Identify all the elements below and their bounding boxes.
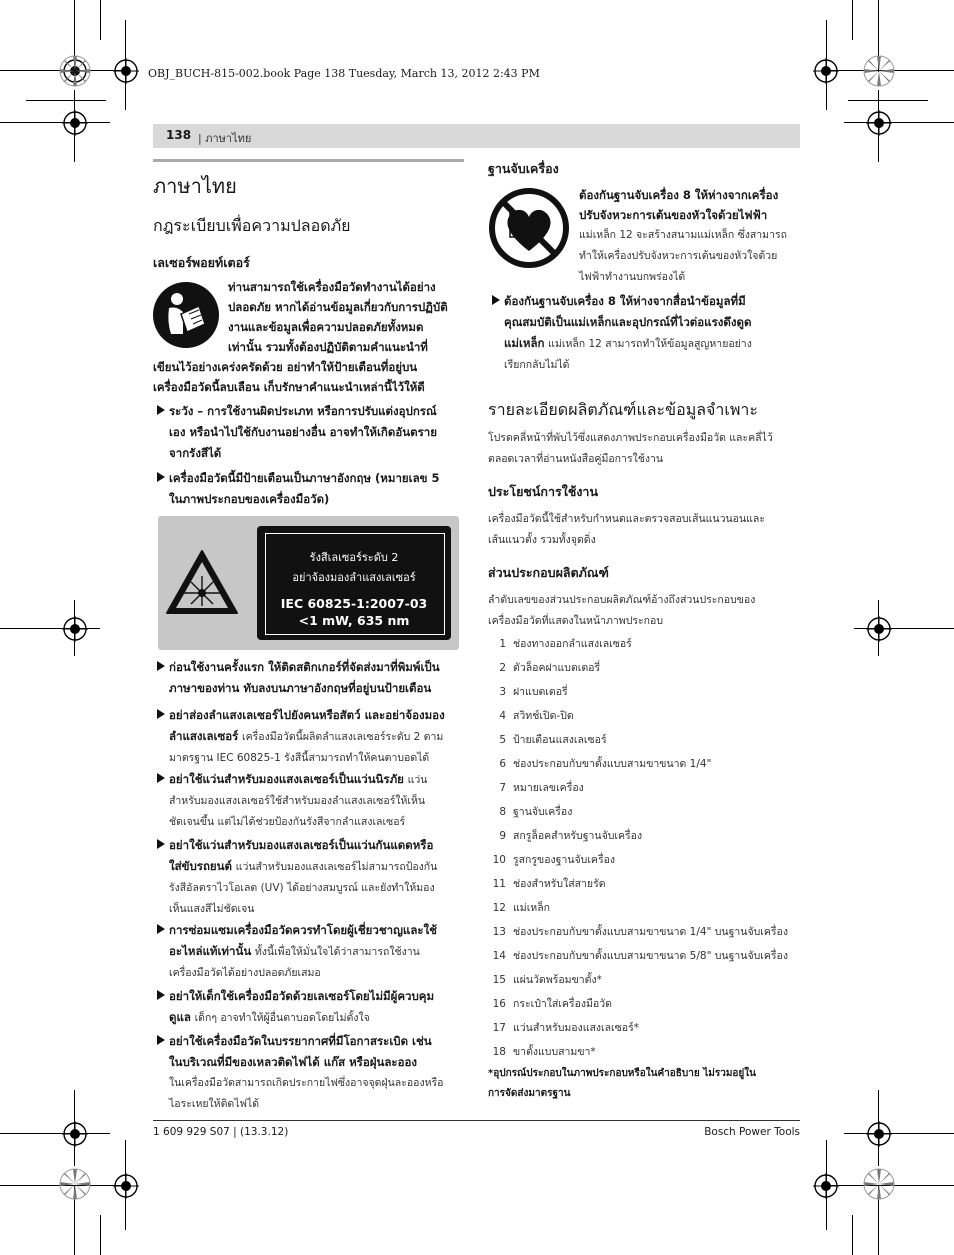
bullet-line: อย่าให้เด็กใช้เครื่องมือวัดด้วยเลเซอร์โดยไม่มีผู้ควบคุม (169, 989, 435, 1003)
list-item-number: 9 (499, 830, 506, 842)
list-item-number: 1 (499, 638, 506, 650)
sunburst-icon (863, 1168, 895, 1200)
bullet-line: ลำแสงเลเซอร์ (169, 729, 239, 743)
warning-bullet (157, 986, 489, 1029)
list-item-label: แม่เหล็ก (513, 902, 550, 914)
bullet-detail: ไอระเหยให้ติดไฟได้ (169, 1098, 260, 1110)
footnote-line: การจัดส่งมาตรฐาน (488, 1088, 571, 1099)
laser-hazard-icon (164, 548, 240, 616)
list-item (488, 946, 808, 970)
intro-line: ปลอดภัย หากได้อ่านข้อมูลเกี่ยวกับการปฏิบัติ (228, 300, 448, 314)
list-item-number: 7 (499, 782, 506, 794)
list-item-label: ช่องสำหรับใส่สายรัด (513, 878, 606, 890)
registration-mark-icon (62, 616, 88, 642)
bullet-line: อะไหล่แท้เท่านั้น (169, 944, 252, 958)
use-line: เส้นแนวตั้ง รวมทั้งจุดดิ่ง (488, 534, 596, 546)
book-info-line: OBJ_BUCH-815-002.book Page 138 Tuesday, March 13, 2012 2:43 PM (148, 67, 540, 80)
list-item (488, 850, 808, 874)
bullet-arrow-icon (157, 1035, 165, 1045)
bullet-line: ใส่ขับรถยนต์ (169, 859, 233, 873)
list-item-number: 2 (499, 662, 506, 674)
bullet-arrow-icon (157, 924, 165, 934)
bullet-line: แม่เหล็ก (504, 336, 545, 350)
bullet-line: ในภาพประกอบของเครื่องมือวัด) (169, 492, 330, 506)
list-item-number: 3 (499, 686, 506, 698)
registration-mark-icon (62, 1121, 88, 1147)
bullet-line: เอง หรือนำไปใช้กับงานอย่างอื่น อาจทำให้เกิดอันตราย (169, 425, 437, 439)
list-item (488, 994, 808, 1018)
label-line-4: <1 mW, 635 nm (298, 613, 410, 628)
registration-mark-icon (866, 1121, 892, 1147)
list-item-number: 8 (499, 806, 506, 818)
registration-mark-icon (813, 1173, 839, 1199)
bullet-detail: แม่เหล็ก 12 สามารถทำให้ข้อมูลสูญหายอย่าง (548, 338, 752, 350)
bullet-detail: เครื่องมือวัดได้อย่างปลอดภัยเสมอ (169, 967, 321, 979)
page-title: ภาษาไทย (153, 174, 237, 198)
list-item-label: ช่องประกอบกับขาตั้งแบบสามขาขนาด 5/8" บนฐานจับเครื่อง (513, 950, 788, 962)
registration-mark-icon (113, 1173, 139, 1199)
list-item-label: กระเป๋าใส่เครื่องมือวัด (513, 998, 612, 1010)
use-text (488, 509, 803, 551)
bullet-detail: เรียกกลับไม่ได้ (504, 359, 570, 371)
list-item (488, 730, 808, 754)
list-item-label: แผ่นวัดพร้อมขาตั้ง* (513, 974, 602, 986)
registration-mark-icon (62, 110, 88, 136)
section-rule (153, 159, 464, 162)
bullet-arrow-icon (157, 661, 165, 671)
holder-warning (579, 185, 809, 225)
warning-bullet (157, 1031, 489, 1115)
safety-title: กฎระเบียบเพื่อความปลอดภัย (153, 216, 351, 235)
list-item-number: 16 (492, 998, 506, 1010)
bullet-detail: มาตรฐาน IEC 60825-1 รังสีนี้สามารถทำให้คนตาบอดได้ (169, 752, 430, 764)
holder-detail-line: ทำให้เครื่องปรับจังหวะการเต้นของหัวใจด้วย (579, 250, 778, 262)
registration-mark-icon (866, 110, 892, 136)
list-item (488, 754, 808, 778)
list-item (488, 1042, 808, 1066)
list-item-number: 5 (499, 734, 506, 746)
list-item-label: แว่นสำหรับมองแสงเลเซอร์* (513, 1022, 639, 1034)
intro-line: งานและข้อมูลเพื่อความปลอดภัยทั้งหมด (228, 320, 424, 334)
list-item-number: 10 (492, 854, 506, 866)
holder-line: ต้องกันฐานจับเครื่อง 8 ให้ห่างจากเครื่อง (579, 188, 779, 202)
sunburst-icon (59, 55, 91, 87)
holder-bullet (492, 291, 814, 376)
bullet-line: ก่อนใช้งานครั้งแรก ให้ติดสติกเกอร์ที่จัดส่งมาที่พิมพ์เป็น (169, 660, 440, 674)
list-item-label: ช่องประกอบกับขาตั้งแบบสามขาขนาด 1/4" บนฐานจับเครื่อง (513, 926, 788, 938)
list-item-label: ฐานจับเครื่อง (513, 806, 573, 818)
bullet-arrow-icon (157, 709, 165, 719)
intro-line: โปรดคลี่หน้าที่พับไว้ซึ่งแสดงภาพประกอบเครื่องมือวัด และคลี่ไว้ (488, 432, 773, 444)
list-item-number: 18 (492, 1046, 506, 1058)
bullet-detail: เด็กๆ อาจทำให้ผู้อื่นตาบอดโดยไม่ตั้งใจ (194, 1012, 370, 1024)
list-item-label: ฝาแบตเตอรี่ (513, 686, 568, 698)
components-heading: ส่วนประกอบผลิตภัณฑ์ (488, 565, 609, 580)
bullet-line: คุณสมบัติเป็นแม่เหล็กและอุปกรณ์ที่ไวต่อแรงดึงดูด (504, 315, 752, 329)
bullet-detail: ในเครื่องมือวัดสามารถเกิดประกายไฟซึ่งอาจจุดฝุ่นละอองหรือ (169, 1077, 444, 1089)
list-item (488, 826, 808, 850)
bullet-arrow-icon (157, 990, 165, 1000)
list-item-label: ตัวล็อคฝาแบตเตอรี่ (513, 662, 601, 674)
bullet-arrow-icon (157, 773, 165, 783)
sunburst-icon (863, 55, 895, 87)
bullet-detail: ชัดเจนขึ้น แต่ไม่ได้ช่วยป้องกันรังสีจากลำแสงเลเซอร์ (169, 816, 406, 828)
list-item-number: 14 (492, 950, 506, 962)
holder-detail (579, 225, 809, 288)
list-item-number: 6 (499, 758, 506, 770)
warning-bullet (157, 468, 489, 510)
intro-block (228, 277, 468, 357)
label-line-1: รังสีเลเซอร์ระดับ 2 (309, 551, 399, 564)
warning-bullet (157, 920, 489, 984)
list-item-number: 12 (492, 902, 506, 914)
footer-rule (153, 1120, 800, 1121)
list-item-label: หมายเลขเครื่อง (513, 782, 584, 794)
intro-line: ตลอดเวลาที่อ่านหนังสือคู่มือการใช้งาน (488, 453, 664, 465)
label-line-3: IEC 60825-1:2007-03 (280, 596, 428, 611)
list-item-label: สวิทช์เปิด-ปิด (513, 710, 574, 722)
holder-detail-line: แม่เหล็ก 12 จะสร้างสนามแม่เหล็ก ซึ่งสามารถ (579, 229, 787, 241)
bullet-arrow-icon (157, 472, 165, 482)
bullet-line: ภาษาของท่าน ทับลงบนภาษาอังกฤษที่อยู่บนป้ายเตือน (169, 681, 432, 695)
warning-bullet (157, 769, 489, 833)
bullet-line: การซ่อมแซมเครื่องมือวัดควรทำโดยผู้เชี่ยวชาญและใช้ (169, 923, 437, 937)
list-item (488, 634, 808, 658)
intro-block-cont (153, 357, 473, 397)
bullet-detail: เครื่องมือวัดนี้ผลิตลำแสงเลเซอร์ระดับ 2 ตาม (242, 731, 444, 743)
components-intro (488, 590, 803, 632)
bullet-line: ในบริเวณที่มีของเหลวติดไฟได้ แก๊ส หรือฝุ่นละออง (169, 1055, 418, 1069)
header-language: | ภาษาไทย (198, 132, 252, 145)
list-item (488, 778, 808, 802)
bullet-line: ต้องกันฐานจับเครื่อง 8 ให้ห่างจากสื่อนำข้อมูลที่มี (504, 294, 746, 308)
list-item-number: 15 (492, 974, 506, 986)
list-item-label: ช่องประกอบกับขาตั้งแบบสามขาขนาด 1/4" (513, 758, 712, 770)
intro-line: เครื่องมือวัดนี้ลบเลือน เก็บรักษาคำแนะนำเหล่านี้ไว้ให้ดี (153, 380, 425, 394)
label-line-2: อย่าจ้องมองลำแสงเลเซอร์ (292, 571, 416, 584)
use-heading: ประโยชน์การใช้งาน (488, 484, 598, 499)
registration-mark-icon (113, 58, 139, 84)
bullet-detail: เห็นแสงสีไม่ชัดเจน (169, 903, 255, 915)
bullet-arrow-icon (492, 295, 500, 305)
bullet-line: อย่าใช้แว่นสำหรับมองแสงเลเซอร์เป็นแว่นกันแดดหรือ (169, 838, 434, 852)
holder-heading: ฐานจับเครื่อง (488, 161, 559, 176)
no-pacemaker-icon (488, 187, 570, 269)
list-item (488, 922, 808, 946)
bullet-line: ระวัง – การใช้งานผิดประเภท หรือการปรับแต่งอุปกรณ์ (169, 404, 437, 418)
list-item (488, 874, 808, 898)
warning-bullet (157, 705, 489, 769)
product-intro (488, 428, 803, 470)
bullet-line: จากรังสีได้ (169, 446, 222, 460)
bullet-arrow-icon (157, 405, 165, 415)
page-number: 138 (166, 128, 192, 142)
components-intro-line: ลำดับเลขของส่วนประกอบผลิตภัณฑ์อ้างถึงส่วนประกอบของ (488, 594, 756, 606)
registration-mark-icon (866, 616, 892, 642)
list-item (488, 658, 808, 682)
footer-doc-number: 1 609 929 S07 | (13.3.12) (153, 1126, 289, 1138)
warning-bullet (157, 657, 489, 699)
list-item-label: สกรูล็อคสำหรับฐานจับเครื่อง (513, 830, 643, 842)
list-item-number: 13 (492, 926, 506, 938)
bullet-line: อย่าใช้เครื่องมือวัดในบรรยากาศที่มีโอกาสระเบิด เช่น (169, 1034, 432, 1048)
list-item (488, 898, 808, 922)
list-item (488, 802, 808, 826)
footer-brand: Bosch Power Tools (704, 1126, 800, 1138)
bullet-detail: สำหรับมองแสงเลเซอร์ใช้สำหรับมองลำแสงเลเซอร์ให้เห็น (169, 795, 426, 807)
bullet-line: อย่าใช้แว่นสำหรับมองแสงเลเซอร์เป็นแว่นนิรภัย (169, 772, 404, 786)
list-item-number: 11 (492, 878, 506, 890)
list-item (488, 682, 808, 706)
registration-mark-icon (813, 58, 839, 84)
list-item-number: 4 (499, 710, 506, 722)
list-item-label: ป้ายเตือนแสงเลเซอร์ (513, 734, 607, 746)
list-item-label: รูสกรูของฐานจับเครื่อง (513, 854, 616, 866)
product-title: รายละเอียดผลิตภัณฑ์และข้อมูลจำเพาะ (488, 400, 758, 419)
holder-line: ปรับจังหวะการเต้นของหัวใจด้วยไฟฟ้า (579, 208, 768, 222)
bullet-line: ดูแล (169, 1010, 191, 1024)
intro-line: ท่านสามารถใช้เครื่องมือวัดทำงานได้อย่าง (228, 280, 436, 294)
list-item (488, 970, 808, 994)
holder-detail-line: ไฟฟ้าทำงานบกพร่องได้ (579, 271, 686, 283)
list-item (488, 706, 808, 730)
use-line: เครื่องมือวัดนี้ใช้สำหรับกำหนดและตรวจสอบเส้นแนวนอนและ (488, 513, 766, 525)
bullet-detail: แว่นสำหรับมองแสงเลเซอร์ไม่สามารถป้องกัน (235, 861, 438, 873)
intro-line: เขียนไว้อย่างเคร่งครัดด้วย อย่าทำให้ป้ายเตือนที่อยู่บน (153, 360, 418, 374)
list-item-label: ช่องทางออกลำแสงเลเซอร์ (513, 638, 632, 650)
intro-line: เท่านั้น รวมทั้งต้องปฏิบัติตามคำแนะนำที่ (228, 340, 428, 354)
bullet-line: เครื่องมือวัดนี้มีป้ายเตือนเป็นภาษาอังกฤษ (หมายเลข 5 (169, 471, 440, 485)
warning-bullet (157, 835, 489, 920)
bullet-arrow-icon (157, 839, 165, 849)
footnote (488, 1064, 808, 1104)
bullet-line: อย่าส่องลำแสงเลเซอร์ไปยังคนหรือสัตว์ และอย่าจ้องมอง (169, 708, 445, 722)
laser-heading: เลเซอร์พอยท์เตอร์ (153, 255, 250, 270)
warning-bullet (157, 401, 489, 464)
footnote-line: *อุปกรณ์ประกอบในภาพประกอบหรือในคำอธิบาย ไม่รวมอยู่ใน (488, 1068, 756, 1079)
bullet-detail: แว่น (407, 774, 428, 786)
list-item-number: 17 (492, 1022, 506, 1034)
components-intro-line: เครื่องมือวัดที่แสดงในหน้าภาพประกอบ (488, 615, 663, 627)
bullet-detail: ทั้งนี้เพื่อให้มั่นใจได้ว่าสามารถใช้งาน (254, 946, 420, 958)
list-item-label: ขาตั้งแบบสามขา* (513, 1046, 596, 1058)
list-item (488, 1018, 808, 1042)
read-manual-icon (153, 282, 219, 348)
bullet-detail: รังสีอัลตราไวโอเลต (UV) ได้อย่างสมบูรณ์ และยังทำให้มอง (169, 882, 435, 894)
sunburst-icon (59, 1168, 91, 1200)
components-list (488, 634, 808, 1066)
